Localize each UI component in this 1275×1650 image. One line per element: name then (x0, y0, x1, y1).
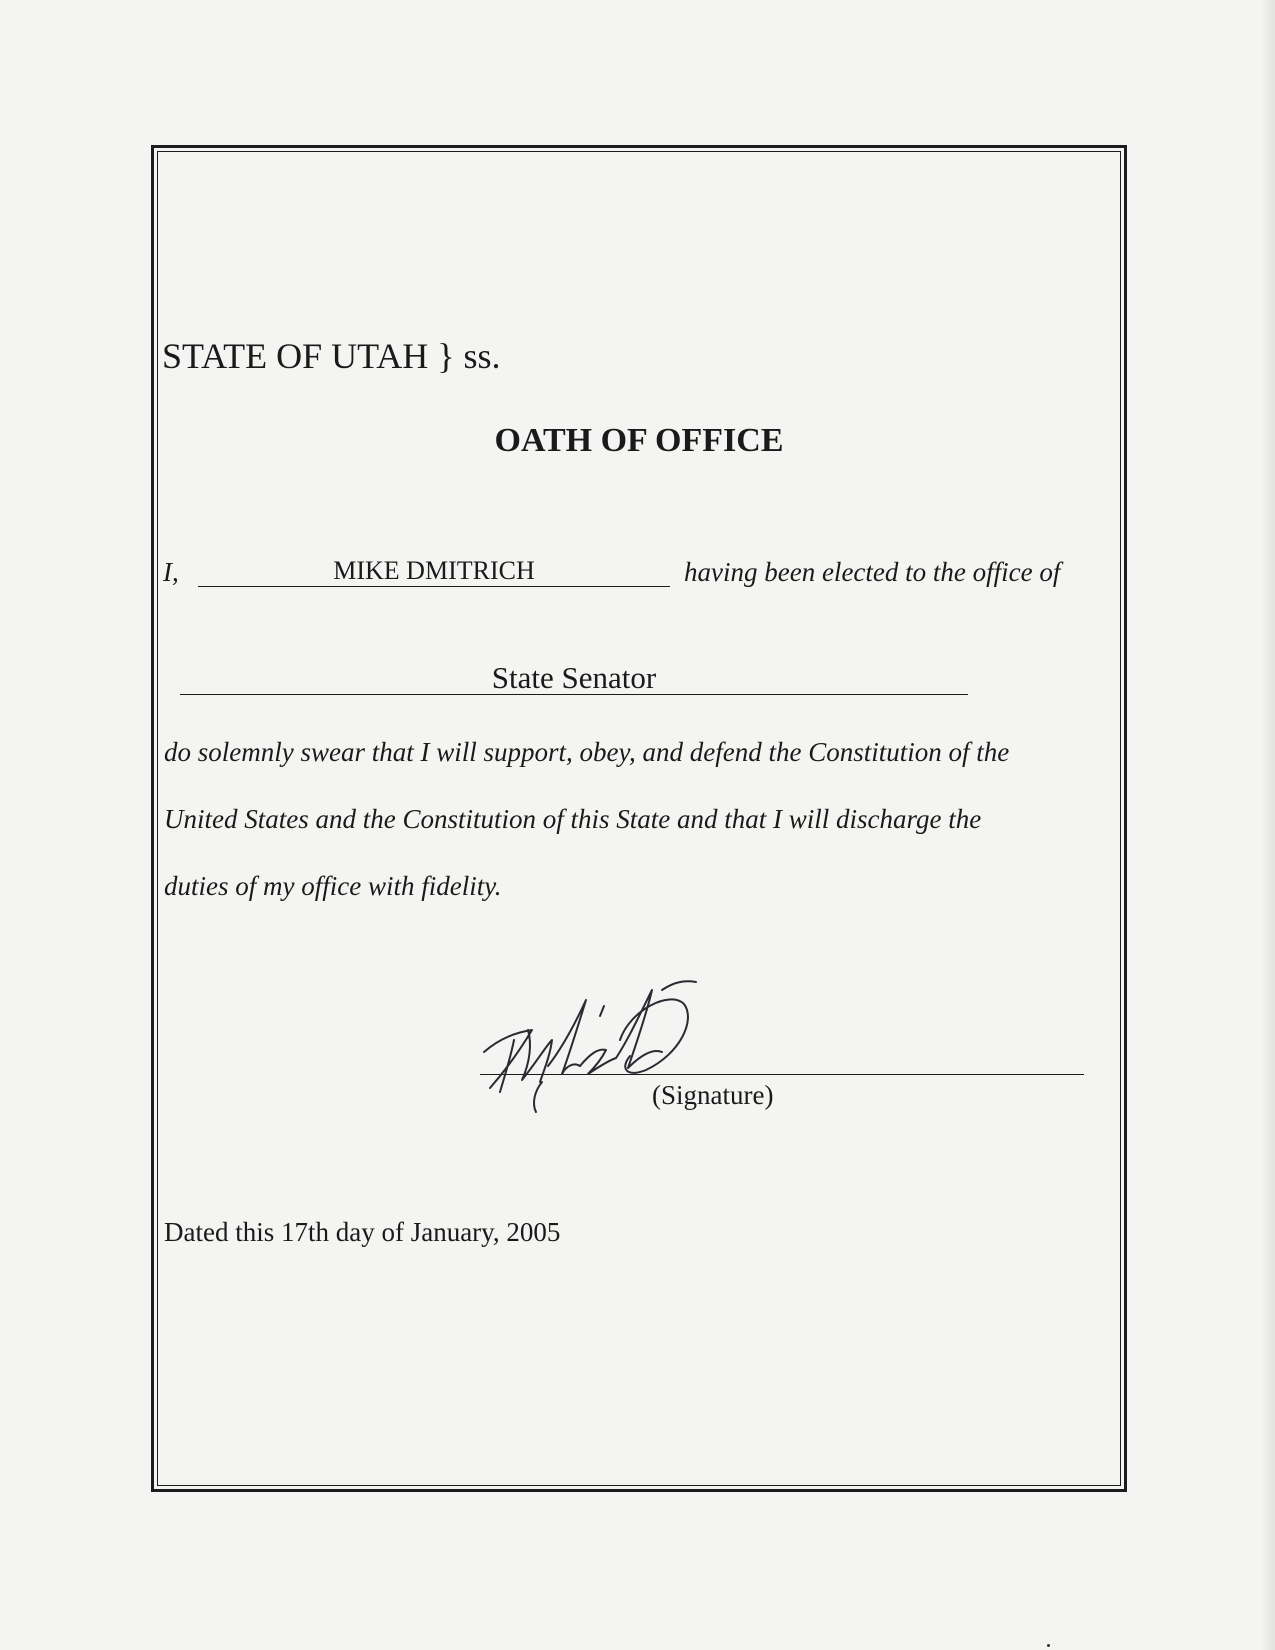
state-venue-heading: STATE OF UTAH } ss. (162, 336, 501, 376)
name-underline (198, 586, 670, 587)
elected-text: having been elected to the office of (684, 557, 1061, 587)
handwritten-signature (470, 970, 730, 1140)
oath-line-3: duties of my office with fidelity. (164, 871, 502, 901)
office-field: State Senator (491, 660, 657, 695)
oath-line-1: do solemnly swear that I will support, obey, and defend the Constitution of the (164, 737, 1010, 767)
document-title: OATH OF OFFICE (494, 422, 784, 459)
oath-line-2: United States and the Constitution of this State and that I will discharge the (164, 804, 982, 834)
signature-label: (Signature) (652, 1080, 774, 1110)
scan-speck (1047, 1644, 1050, 1647)
page-edge-shadow (1261, 0, 1275, 1650)
officer-name-field: MIKE DMITRICH (333, 556, 535, 585)
office-underline (180, 694, 968, 695)
dated-line: Dated this 17th day of January, 2005 (164, 1217, 561, 1247)
oath-pronoun: I, (163, 557, 179, 587)
